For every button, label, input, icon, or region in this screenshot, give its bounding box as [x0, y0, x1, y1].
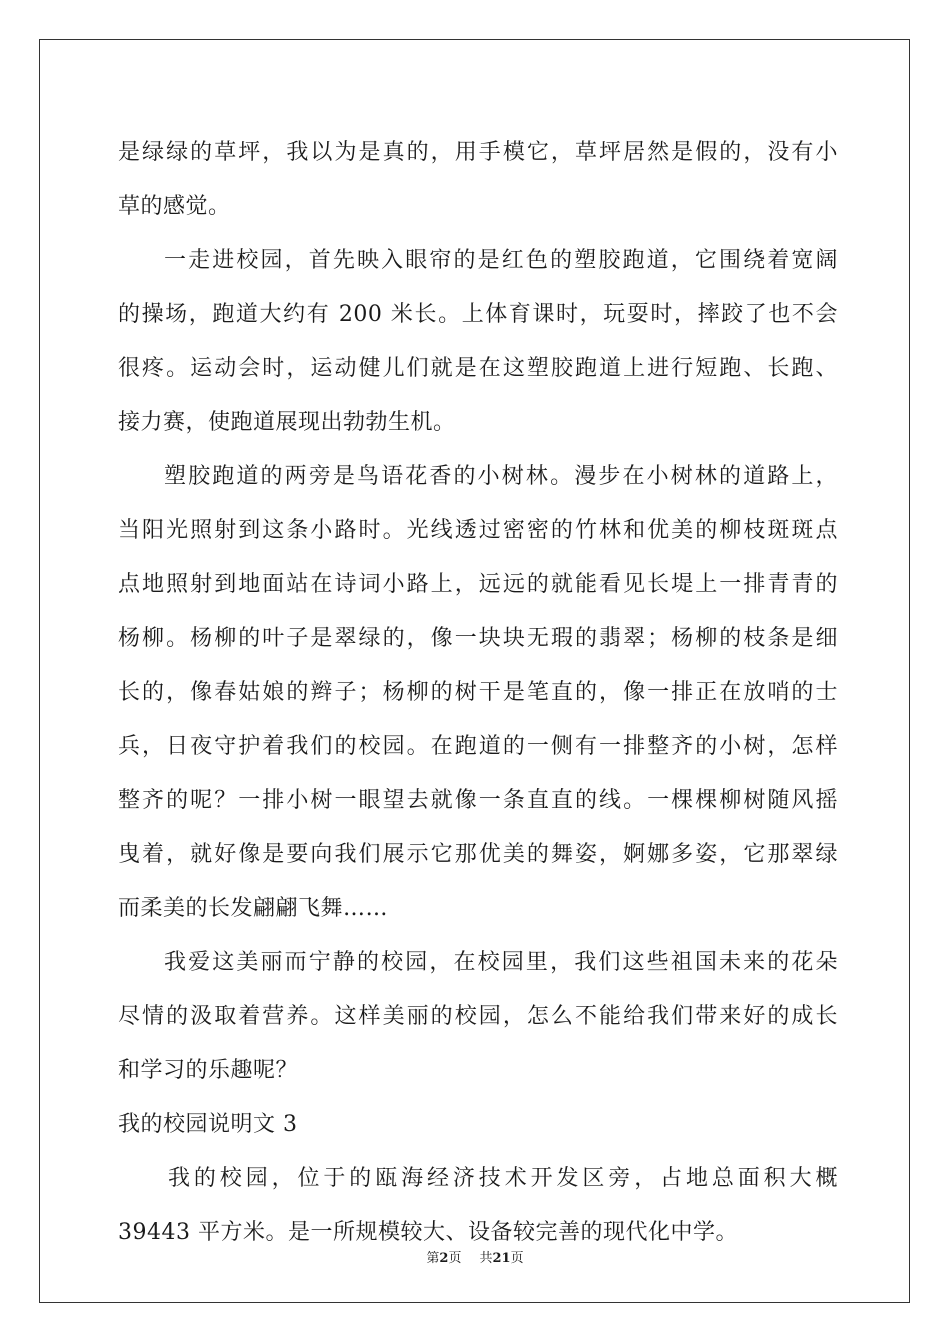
text-line: 整齐的呢？一排小树一眼望去就像一条直直的线。一棵棵柳树随风摇 — [118, 788, 838, 813]
paragraph-start-line: 塑胶跑道的两旁是鸟语花香的小树林。漫步在小树林的道路上， — [164, 464, 838, 489]
text-line: 长的，像春姑娘的辫子；杨柳的树干是笔直的，像一排正在放哨的士 — [118, 680, 838, 705]
total-suffix: 页 — [510, 1251, 524, 1266]
text-line: 当阳光照射到这条小路时。光线透过密密的竹林和优美的柳枝斑斑点 — [118, 518, 838, 543]
document-body — [118, 126, 838, 1260]
text-line: 和学习的乐趣呢？ — [118, 1058, 299, 1083]
text-line: 而柔美的长发翩翩飞舞…… — [118, 896, 389, 921]
text-line: 点地照射到地面站在诗词小路上，远远的就能看见长堤上一排青青的 — [118, 572, 838, 597]
page-suffix: 页 — [448, 1251, 462, 1266]
total-pages: 21 — [492, 1251, 511, 1266]
section-heading: 我的校园说明文 3 — [118, 1112, 298, 1137]
page-number: 2 — [439, 1251, 449, 1266]
page-footer — [0, 1247, 950, 1266]
text-line: 是绿绿的草坪，我以为是真的，用手模它，草坪居然是假的，没有小 — [118, 140, 838, 165]
text-line: 很疼。运动会时，运动健儿们就是在这塑胶跑道上进行短跑、长跑、 — [118, 356, 838, 381]
total-prefix: 共 — [479, 1251, 493, 1266]
text-line: 39443 平方米。是一所规模较大、设备较完善的现代化中学。 — [118, 1220, 738, 1245]
text-line: 曳着，就好像是要向我们展示它那优美的舞姿，婀娜多姿，它那翠绿 — [118, 842, 838, 867]
text-line: 接力赛，使跑道展现出勃勃生机。 — [118, 410, 456, 435]
text-line: 的操场，跑道大约有 200 米长。上体育课时，玩耍时，摔跤了也不会 — [118, 302, 838, 327]
paragraph-start-line: 我的校园，位于的瓯海经济技术开发区旁，占地总面积大概 — [168, 1166, 838, 1191]
text-line: 杨柳。杨柳的叶子是翠绿的，像一块块无瑕的翡翠；杨柳的枝条是细 — [118, 626, 838, 651]
text-line: 尽情的汲取着营养。这样美丽的校园，怎么不能给我们带来好的成长 — [118, 1004, 838, 1029]
text-line: 草的感觉。 — [118, 194, 231, 219]
text-line: 兵，日夜守护着我们的校园。在跑道的一侧有一排整齐的小树，怎样 — [118, 734, 838, 759]
paragraph-start-line: 我爱这美丽而宁静的校园，在校园里，我们这些祖国未来的花朵 — [164, 950, 838, 975]
paragraph-start-line: 一走进校园，首先映入眼帘的是红色的塑胶跑道，它围绕着宽阔 — [164, 248, 838, 273]
page-prefix: 第 — [426, 1251, 440, 1266]
